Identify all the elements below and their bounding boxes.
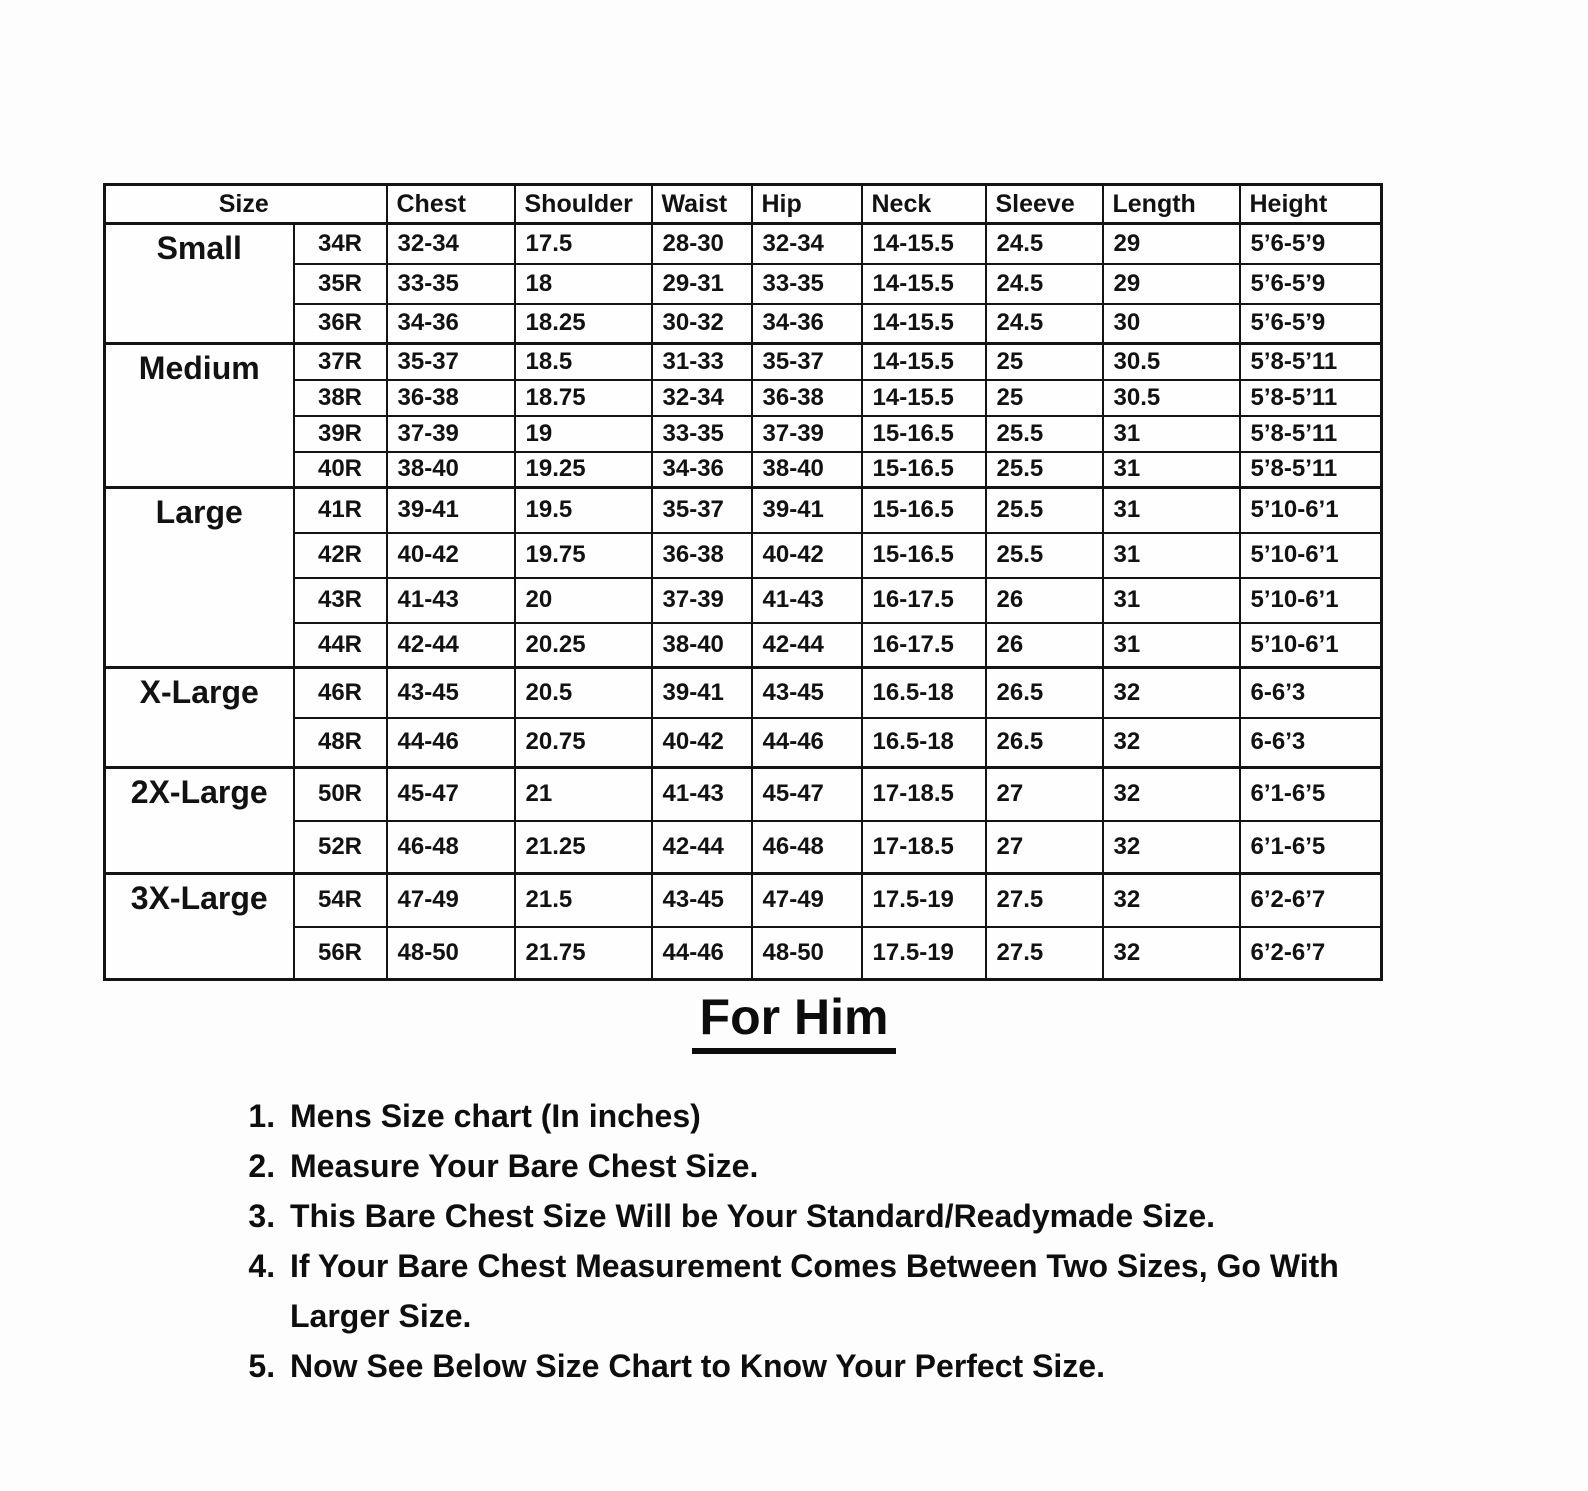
- measurement-cell: 33-35: [652, 416, 752, 452]
- measurement-cell: 16-17.5: [862, 578, 986, 623]
- measurement-cell: 42-44: [652, 821, 752, 874]
- measurement-cell: 33-35: [752, 264, 862, 304]
- measurement-cell: 46-48: [752, 821, 862, 874]
- measurement-cell: 36-38: [652, 533, 752, 578]
- measurement-cell: 5’10-6’1: [1240, 623, 1382, 668]
- page-title: For Him: [692, 990, 897, 1054]
- measurement-cell: 27: [986, 821, 1103, 874]
- measurement-cell: 5’8-5’11: [1240, 416, 1382, 452]
- column-header: Hip: [752, 185, 862, 224]
- size-column-header: Size: [105, 185, 387, 224]
- column-header: Waist: [652, 185, 752, 224]
- measurement-cell: 14-15.5: [862, 264, 986, 304]
- measurement-cell: 21.75: [515, 927, 652, 980]
- instruction-item: 5. Now See Below Size Chart to Know Your Perfect Size.: [284, 1342, 1444, 1392]
- mens-size-chart-table: [103, 183, 1383, 981]
- measurement-cell: 34-36: [752, 304, 862, 344]
- measurement-cell: 36-38: [387, 380, 515, 416]
- measurement-cell: 42-44: [752, 623, 862, 668]
- measurement-cell: 32: [1103, 718, 1240, 768]
- measurement-cell: 46-48: [387, 821, 515, 874]
- measurement-cell: 26.5: [986, 668, 1103, 718]
- measurement-cell: 15-16.5: [862, 488, 986, 533]
- measurement-cell: 32-34: [752, 224, 862, 264]
- measurement-cell: 34-36: [652, 452, 752, 488]
- measurement-cell: 39-41: [387, 488, 515, 533]
- size-code-cell: 37R: [294, 344, 387, 380]
- measurement-cell: 38-40: [387, 452, 515, 488]
- measurement-cell: 37-39: [652, 578, 752, 623]
- measurement-cell: 20.5: [515, 668, 652, 718]
- measurement-cell: 6’1-6’5: [1240, 821, 1382, 874]
- measurement-cell: 48-50: [387, 927, 515, 980]
- size-code-cell: 56R: [294, 927, 387, 980]
- size-group-cell: Large: [105, 488, 294, 668]
- column-header: Shoulder: [515, 185, 652, 224]
- measurement-cell: 5’6-5’9: [1240, 224, 1382, 264]
- measurement-cell: 19.75: [515, 533, 652, 578]
- measurement-cell: 28-30: [652, 224, 752, 264]
- instruction-item: 2. Measure Your Bare Chest Size.: [284, 1142, 1444, 1192]
- measurement-cell: 31-33: [652, 344, 752, 380]
- measurement-cell: 27.5: [986, 927, 1103, 980]
- measurement-cell: 35-37: [652, 488, 752, 533]
- measurement-cell: 14-15.5: [862, 344, 986, 380]
- for-him-title-row: [0, 990, 1588, 1054]
- measurement-cell: 17.5-19: [862, 927, 986, 980]
- measurement-cell: 44-46: [652, 927, 752, 980]
- measurement-cell: 5’8-5’11: [1240, 452, 1382, 488]
- measurement-cell: 16.5-18: [862, 668, 986, 718]
- measurement-cell: 15-16.5: [862, 533, 986, 578]
- size-code-cell: 42R: [294, 533, 387, 578]
- measurement-cell: 16-17.5: [862, 623, 986, 668]
- column-header: Chest: [387, 185, 515, 224]
- measurement-cell: 30.5: [1103, 380, 1240, 416]
- measurement-cell: 29: [1103, 264, 1240, 304]
- measurement-cell: 35-37: [752, 344, 862, 380]
- measurement-cell: 6-6’3: [1240, 718, 1382, 768]
- measurement-cell: 5’6-5’9: [1240, 264, 1382, 304]
- measurement-cell: 32: [1103, 927, 1240, 980]
- measurement-cell: 32-34: [652, 380, 752, 416]
- size-code-cell: 34R: [294, 224, 387, 264]
- size-chart-section: [103, 183, 1382, 981]
- size-group-cell: Medium: [105, 344, 294, 488]
- size-code-cell: 40R: [294, 452, 387, 488]
- measurement-cell: 32-34: [387, 224, 515, 264]
- measurement-cell: 21.5: [515, 874, 652, 927]
- size-code-cell: 50R: [294, 768, 387, 821]
- measurement-cell: 17.5: [515, 224, 652, 264]
- measurement-cell: 37-39: [752, 416, 862, 452]
- measurement-cell: 27: [986, 768, 1103, 821]
- measurement-cell: 41-43: [387, 578, 515, 623]
- measurement-cell: 14-15.5: [862, 380, 986, 416]
- measurement-cell: 32: [1103, 874, 1240, 927]
- measurement-cell: 31: [1103, 623, 1240, 668]
- measurement-cell: 20: [515, 578, 652, 623]
- measurement-cell: 25: [986, 380, 1103, 416]
- measurement-cell: 19.25: [515, 452, 652, 488]
- measurement-cell: 45-47: [387, 768, 515, 821]
- measurement-cell: 34-36: [387, 304, 515, 344]
- measurement-cell: 38-40: [752, 452, 862, 488]
- measurement-cell: 25.5: [986, 452, 1103, 488]
- measurement-cell: 37-39: [387, 416, 515, 452]
- measurement-cell: 47-49: [387, 874, 515, 927]
- measurement-cell: 44-46: [752, 718, 862, 768]
- measurement-cell: 30: [1103, 304, 1240, 344]
- measurement-cell: 48-50: [752, 927, 862, 980]
- measurement-cell: 24.5: [986, 224, 1103, 264]
- measurement-cell: 40-42: [752, 533, 862, 578]
- size-group-cell: 3X-Large: [105, 874, 294, 980]
- size-group-cell: 2X-Large: [105, 768, 294, 874]
- column-header: Height: [1240, 185, 1382, 224]
- measurement-cell: 40-42: [387, 533, 515, 578]
- measurement-cell: 31: [1103, 578, 1240, 623]
- measurement-cell: 41-43: [652, 768, 752, 821]
- measurement-cell: 5’8-5’11: [1240, 380, 1382, 416]
- measurement-cell: 25: [986, 344, 1103, 380]
- measurement-cell: 20.25: [515, 623, 652, 668]
- size-code-cell: 48R: [294, 718, 387, 768]
- column-header: Sleeve: [986, 185, 1103, 224]
- instruction-item: 4. If Your Bare Chest Measurement Comes Between Two Sizes, Go With Larger Size.: [284, 1242, 1444, 1342]
- size-code-cell: 44R: [294, 623, 387, 668]
- measurement-cell: 18.25: [515, 304, 652, 344]
- measurement-cell: 31: [1103, 452, 1240, 488]
- measurement-cell: 32: [1103, 668, 1240, 718]
- measurement-cell: 25.5: [986, 416, 1103, 452]
- measurement-cell: 40-42: [652, 718, 752, 768]
- measurement-cell: 33-35: [387, 264, 515, 304]
- instruction-item: 3. This Bare Chest Size Will be Your Standard/Readymade Size.: [284, 1192, 1444, 1242]
- measurement-cell: 29-31: [652, 264, 752, 304]
- measurement-cell: 5’8-5’11: [1240, 344, 1382, 380]
- measurement-cell: 31: [1103, 533, 1240, 578]
- measurement-cell: 6’2-6’7: [1240, 874, 1382, 927]
- column-header: Length: [1103, 185, 1240, 224]
- measurement-cell: 17-18.5: [862, 768, 986, 821]
- measurement-cell: 5’6-5’9: [1240, 304, 1382, 344]
- measurement-cell: 15-16.5: [862, 416, 986, 452]
- measurement-cell: 32: [1103, 821, 1240, 874]
- measurement-cell: 39-41: [652, 668, 752, 718]
- measurement-cell: 19: [515, 416, 652, 452]
- measurement-cell: 14-15.5: [862, 304, 986, 344]
- measurement-cell: 36-38: [752, 380, 862, 416]
- size-code-cell: 43R: [294, 578, 387, 623]
- measurement-cell: 31: [1103, 488, 1240, 533]
- column-header: Neck: [862, 185, 986, 224]
- size-code-cell: 39R: [294, 416, 387, 452]
- measurement-cell: 20.75: [515, 718, 652, 768]
- measurement-cell: 18: [515, 264, 652, 304]
- measurement-cell: 21: [515, 768, 652, 821]
- size-code-cell: 54R: [294, 874, 387, 927]
- measurement-cell: 16.5-18: [862, 718, 986, 768]
- measurement-cell: 32: [1103, 768, 1240, 821]
- measurement-cell: 17-18.5: [862, 821, 986, 874]
- measurement-cell: 45-47: [752, 768, 862, 821]
- measurement-cell: 43-45: [752, 668, 862, 718]
- instruction-list: [232, 1092, 1444, 1391]
- measurement-cell: 5’10-6’1: [1240, 488, 1382, 533]
- measurement-cell: 27.5: [986, 874, 1103, 927]
- measurement-cell: 5’10-6’1: [1240, 578, 1382, 623]
- measurement-cell: 6-6’3: [1240, 668, 1382, 718]
- size-code-cell: 52R: [294, 821, 387, 874]
- size-code-cell: 35R: [294, 264, 387, 304]
- measurement-cell: 19.5: [515, 488, 652, 533]
- measurement-cell: 18.75: [515, 380, 652, 416]
- measurement-cell: 43-45: [652, 874, 752, 927]
- measurement-cell: 47-49: [752, 874, 862, 927]
- measurement-cell: 15-16.5: [862, 452, 986, 488]
- size-code-cell: 41R: [294, 488, 387, 533]
- measurement-cell: 39-41: [752, 488, 862, 533]
- size-code-cell: 36R: [294, 304, 387, 344]
- measurement-cell: 6’2-6’7: [1240, 927, 1382, 980]
- measurement-cell: 30-32: [652, 304, 752, 344]
- measurement-cell: 38-40: [652, 623, 752, 668]
- size-code-cell: 46R: [294, 668, 387, 718]
- measurement-cell: 26: [986, 578, 1103, 623]
- measurement-cell: 14-15.5: [862, 224, 986, 264]
- measurement-cell: 35-37: [387, 344, 515, 380]
- measurement-cell: 31: [1103, 416, 1240, 452]
- measurement-cell: 18.5: [515, 344, 652, 380]
- measurement-cell: 25.5: [986, 533, 1103, 578]
- measurement-cell: 6’1-6’5: [1240, 768, 1382, 821]
- measurement-cell: 30.5: [1103, 344, 1240, 380]
- measurement-cell: 29: [1103, 224, 1240, 264]
- measurement-cell: 21.25: [515, 821, 652, 874]
- measurement-cell: 43-45: [387, 668, 515, 718]
- measurement-cell: 44-46: [387, 718, 515, 768]
- measurement-cell: 42-44: [387, 623, 515, 668]
- size-code-cell: 38R: [294, 380, 387, 416]
- measurement-cell: 26.5: [986, 718, 1103, 768]
- measurement-cell: 26: [986, 623, 1103, 668]
- measurement-cell: 24.5: [986, 304, 1103, 344]
- measurement-cell: 17.5-19: [862, 874, 986, 927]
- measurement-cell: 25.5: [986, 488, 1103, 533]
- size-group-cell: Small: [105, 224, 294, 344]
- size-group-cell: X-Large: [105, 668, 294, 768]
- measurement-cell: 24.5: [986, 264, 1103, 304]
- measurement-cell: 5’10-6’1: [1240, 533, 1382, 578]
- measurement-cell: 41-43: [752, 578, 862, 623]
- instruction-item: 1. Mens Size chart (In inches): [284, 1092, 1444, 1142]
